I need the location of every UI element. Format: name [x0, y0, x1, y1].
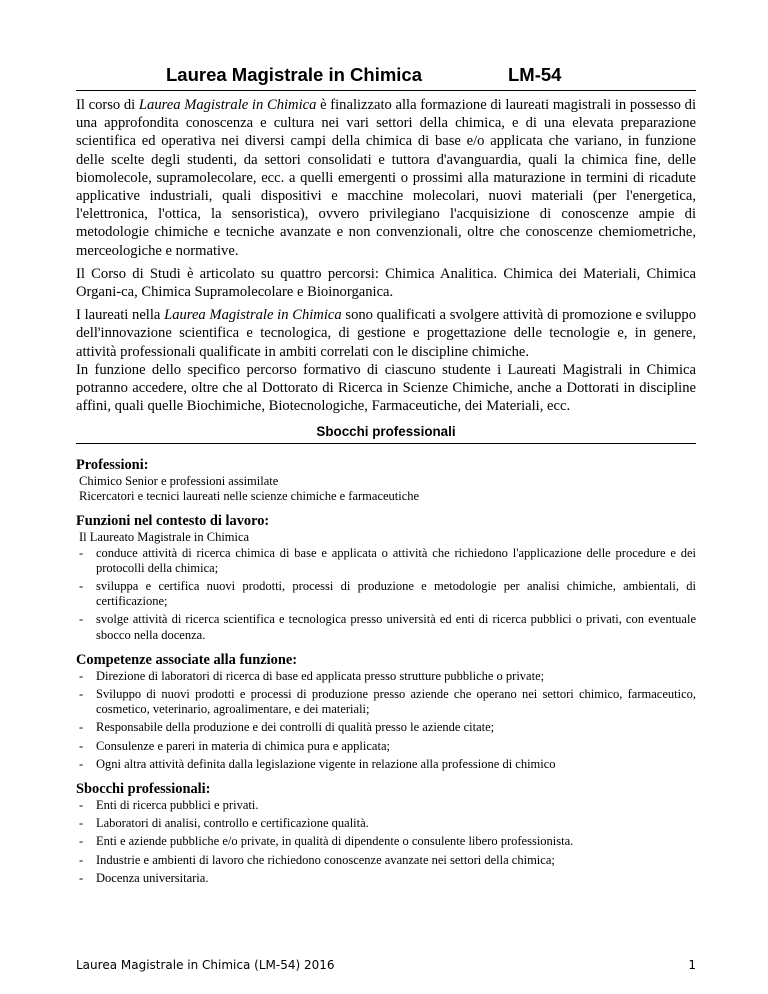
list-item: Chimico Senior e professioni assimilate [79, 474, 279, 488]
funzioni-body [76, 530, 696, 642]
career-blocks [76, 456, 696, 894]
list-item: - Enti di ricerca pubblici e privati. [76, 798, 696, 813]
list-item: - Enti e aziende pubbliche e/o private, in qualità di dipendente o consulente libero professionista. [76, 834, 696, 849]
intro-p1-pre: Il corso di [76, 97, 139, 113]
funzioni-heading: Funzioni nel contesto di lavoro: [76, 513, 270, 530]
professioni-list [76, 474, 696, 504]
competenze-body [76, 669, 696, 772]
funzioni-lead: Il Laureato Magistrale in Chimica [79, 530, 250, 545]
intro-p3-pre: I laureati nella [76, 307, 165, 324]
page-title [76, 64, 696, 91]
page-number: 1 [688, 958, 696, 972]
list-item: - Consulenze e pareri in materia di chimica pura e applicata; [76, 739, 696, 754]
list-item: - Docenza universitaria. [76, 871, 696, 886]
sbocchi-body [76, 798, 696, 886]
page-footer [76, 958, 696, 972]
sbocchi-list [76, 798, 696, 886]
intro-paragraph-1 [76, 96, 696, 260]
list-item: - sviluppa e certifica nuovi prodotti, processi di produzione e metodologie per analisi chimiche, ambientali, di certificazione; [76, 579, 696, 609]
sbocchi-block [76, 780, 696, 886]
professioni-heading: Professioni: [76, 457, 149, 473]
intro-paragraph-4: In funzione dello specifico percorso formativo di ciascuno studente i Laureati Magistrali in Chimica potranno accedere, oltre che al Dottorato di Ricerca in Scienze Chimiche, anche a Dottorati in discipline affini, quali quelle Biochimiche, Biotecnologiche, Farmaceutiche, dei Materiali, ecc. [76, 361, 696, 415]
sbocchi-heading: Sbocchi professionali: [76, 781, 211, 798]
list-item: - Sviluppo di nuovi prodotti e processi di produzione presso aziende che operano nei settori chimico, farmaceutico, cosmetico, veterinario, agroalimentare, e dei materiali; [76, 687, 696, 717]
intro-paragraph-2: Il Corso di Studi è articolato su quattro percorsi: Chimica Analitica. Chimica dei Materiali, Chimica Organi-ca, Chimica Supramolecolare e Bioinorganica. [76, 265, 696, 301]
course-code: LM-54 [508, 64, 562, 85]
footer-text: Laurea Magistrale in Chimica (LM-54) 2016 [76, 958, 335, 972]
competenze-heading: Competenze associate alla funzione: [76, 651, 298, 668]
list-item: - Industrie e ambienti di lavoro che richiedono conoscenze avanzate nei settori della chimica; [76, 853, 696, 868]
competenze-block [76, 651, 696, 772]
title-text: Laurea Magistrale in Chimica [166, 64, 423, 85]
funzioni-list [76, 546, 696, 643]
list-item: - conduce attività di ricerca chimica di base e applicata o attività che richiedono l'applicazione delle procedure e dei protocolli della chimica; [76, 546, 696, 576]
intro-paragraph-3 [76, 306, 696, 361]
list-item: - Responsabile della produzione e dei controlli di qualità presso le aziende citate; [76, 720, 696, 735]
intro-p1-post: è finalizzato alla formazione di laureati magistrali in possesso di una approfondita conoscenza e cultura nei vari settori della chimica, e di una elevata preparazione scientifica ed operativa nei diversi campi della chimica di base e/o applicata che variano, in funzione delle scelte degli studenti, da settori consolidati e tuttora d'avanguardia, quali la chimica fine, delle biomolecole, supramolecolare, ecc. a quelli emergenti o prossimi alla maturazione in termini di ricadute applicative industriali, quali dispositivi e macchine molecolari, nuovi materiali (per l'energetica, l'elettronica, l'ottica, la sensoristica), ovvero privilegiano l'acquisizione di conoscenze ampie di metodologie chimiche e tecniche avanzate e non convenzionali, oltre che conoscenze chemiometriche, merceologiche e normative. [76, 97, 697, 259]
list-item: - Direzione di laboratori di ricerca di base ed applicata presso strutture pubbliche o private; [76, 669, 696, 684]
funzioni-block [76, 512, 696, 642]
intro-section [76, 96, 696, 420]
list-item: Ricercatori e tecnici laureati nelle scienze chimiche e farmaceutiche [79, 489, 420, 504]
list-item: - svolge attività di ricerca scientifica e tecnologica presso università ed enti di ricerca pubblici o privati, con eventuale sbocco nella docenza. [76, 612, 696, 642]
competenze-list [76, 669, 696, 772]
list-item: - Ogni altra attività definita dalla legislazione vigente in relazione alla professione di chimico [76, 757, 696, 772]
professioni-block [76, 456, 696, 504]
list-item: - Laboratori di analisi, controllo e certificazione qualità. [76, 816, 696, 831]
intro-p3-post: sono qualificati a svolgere attività di promozione e sviluppo dell'innovazione scientifica e tecnologica, di gestione e progettazione delle tecnologie e, in genere, attività professionali qualificate in ambiti correlati con le discipline chimiche. [76, 307, 696, 360]
intro-p1-em: Laurea Magistrale in Chimica [138, 97, 317, 113]
section-title: Sbocchi professionali [76, 424, 696, 444]
intro-p3-em: Laurea Magistrale in Chimica [164, 307, 342, 324]
